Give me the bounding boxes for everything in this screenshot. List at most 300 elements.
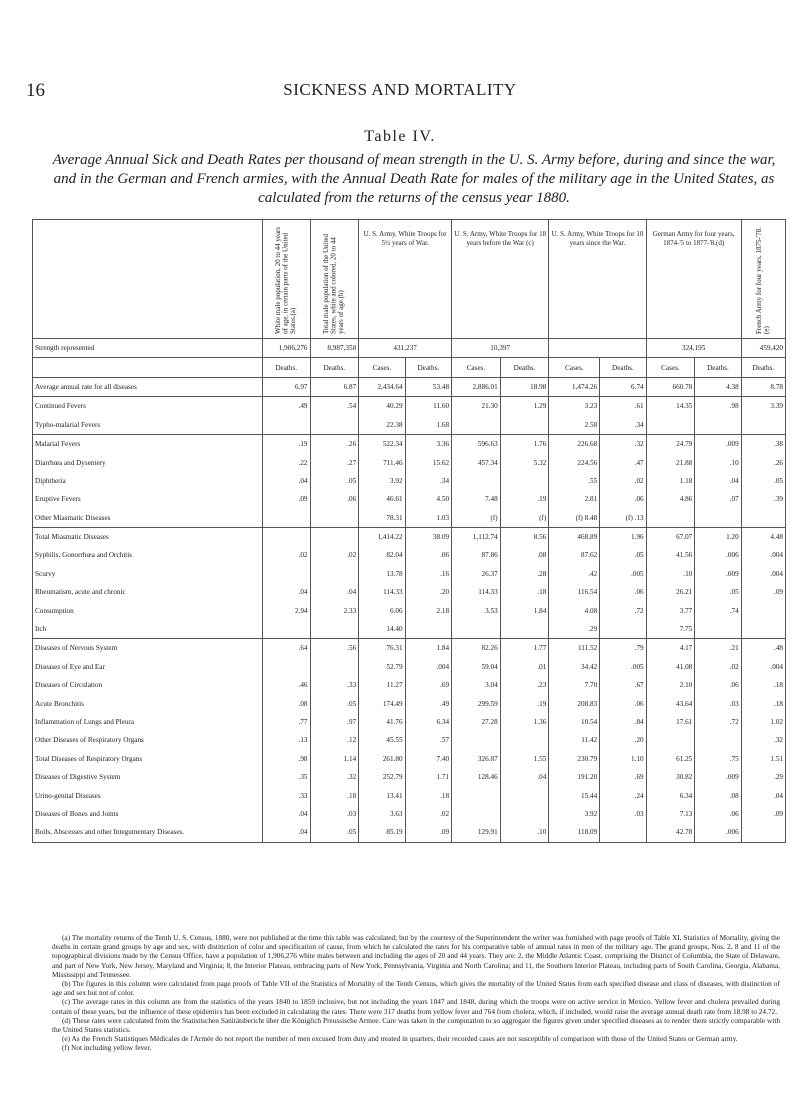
table-row (33, 713, 786, 731)
cell: 1.02 (741, 713, 785, 731)
cell: .16 (405, 565, 451, 583)
cell: .79 (600, 639, 646, 658)
cell: .09 (741, 583, 785, 601)
cell: 67.07 (646, 527, 695, 546)
cell: .02 (310, 546, 359, 564)
cell: .05 (600, 546, 646, 564)
cell: .34 (600, 416, 646, 435)
row-label: Diseases of Nervous System (33, 639, 263, 658)
cell: .10 (695, 453, 741, 471)
cell (549, 339, 646, 358)
cell: 118.09 (549, 823, 600, 842)
cell: 457.34 (452, 453, 501, 471)
cell: .009 (695, 768, 741, 786)
cell: 7.75 (646, 620, 695, 639)
cell: .06 (600, 583, 646, 601)
cell: .34 (405, 472, 451, 490)
cell: 191.20 (549, 768, 600, 786)
cell: .29 (741, 768, 785, 786)
cell (310, 565, 359, 583)
cell: .26 (310, 434, 359, 453)
cell: .04 (741, 786, 785, 804)
cell: 41.56 (646, 546, 695, 564)
row-label: Malarial Fevers (33, 434, 263, 453)
row-label: Acute Bronchitis (33, 694, 263, 712)
cell: 4.86 (646, 490, 695, 508)
cell: .26 (741, 453, 785, 471)
cell: (f) .13 (600, 509, 646, 528)
group-us-army-war: U. S. Army, White Troops for 5½ years of War. (359, 220, 452, 339)
cell: 53.48 (405, 377, 451, 396)
cell (452, 786, 501, 804)
cell: .09 (405, 823, 451, 842)
cell (452, 416, 501, 435)
group-us-army-before-war: U. S. Army, White Troops for 18 years before the War (c) (452, 220, 549, 339)
cell: .04 (262, 583, 310, 601)
cell: 711.46 (359, 453, 405, 471)
row-label: Other Miasmatic Diseases (33, 509, 263, 528)
row-label: Diseases of Bones and Joints (33, 805, 263, 823)
table-row (33, 434, 786, 453)
cell: .54 (310, 397, 359, 416)
cell: .20 (405, 583, 451, 601)
cell: 6.97 (262, 377, 310, 396)
cell: .42 (549, 565, 600, 583)
cell: .13 (262, 731, 310, 749)
cell: 59.04 (452, 658, 501, 676)
cell: 596.63 (452, 434, 501, 453)
cell: .72 (600, 601, 646, 619)
subheader-deaths: Deaths. (310, 358, 359, 377)
row-label: Diseases of Digestive System (33, 768, 263, 786)
cell: 8.78 (741, 377, 785, 396)
cell: 129.91 (452, 823, 501, 842)
row-label: Urino-genital Diseases (33, 786, 263, 804)
row-label: Consumption (33, 601, 263, 619)
cell (500, 805, 549, 823)
cell (310, 416, 359, 435)
cell: 1.71 (405, 768, 451, 786)
cell: 1.18 (646, 472, 695, 490)
cell: 8.56 (500, 527, 549, 546)
cell: 10,397 (452, 339, 549, 358)
cell: .21 (695, 639, 741, 658)
cell: .03 (695, 694, 741, 712)
subheader-deaths: Deaths. (695, 358, 741, 377)
cell: 2.10 (646, 676, 695, 694)
cell: 1,906,276 (262, 339, 310, 358)
cell: 15.62 (405, 453, 451, 471)
cell: .48 (741, 639, 785, 658)
table-row (33, 676, 786, 694)
table-row (33, 397, 786, 416)
cell: 4.50 (405, 490, 451, 508)
cell (600, 620, 646, 639)
cell: 174.49 (359, 694, 405, 712)
cell: .09 (262, 490, 310, 508)
cell: .04 (262, 805, 310, 823)
cell: 3.39 (741, 397, 785, 416)
cell: 324,195 (646, 339, 741, 358)
cell: 1,414.22 (359, 527, 405, 546)
cell: 1.36 (500, 713, 549, 731)
cell: .10 (500, 823, 549, 842)
cell: .01 (500, 658, 549, 676)
table-row (33, 620, 786, 639)
cell: 208.83 (549, 694, 600, 712)
table-row (33, 527, 786, 546)
cell (695, 731, 741, 749)
cell: 41.76 (359, 713, 405, 731)
cell: .006 (695, 546, 741, 564)
cell (500, 472, 549, 490)
subheader-blank (33, 358, 263, 377)
cell: 660.78 (646, 377, 695, 396)
cell: .08 (695, 786, 741, 804)
row-label: Total Miasmatic Diseases (33, 527, 263, 546)
cell: (f) (452, 509, 501, 528)
cell: .64 (262, 639, 310, 658)
cell: .18 (405, 786, 451, 804)
cell: 431,237 (359, 339, 452, 358)
cell (310, 620, 359, 639)
footnote-a: (a) The mortality returns of the Tenth U. S. Census, 1880, were not published at the time this table was calculated; but by the courtesy of the Superintendent the writer was furnished with page proofs of Table XI, Statistics of Mortality, giving the deaths in certain grand groups by age and sex, with distinction of color and specification of cause, from which he calculated the rates for his comparative table of annual rates in men of the military age. The grand groups, Nos. 2, 8 and 11 of the topographical divisions made by the Census Office, have a population of 1,906,276 white males between and including the ages of 20 and 44 years. They are: 2, the Middle Atlantic Coast, comprising the District of Columbia, the State of Delaware, and part of New York, New Jersey, Maryland and Virginia; 8, the Interior Plateau, embracing parts of New York, Pennsylvania, Virginia and North Carolina; and 11, the Southern Interior Plateau, including parts of South Carolina, Georgia, Alabama, Mississippi and Tennessee. (52, 933, 780, 979)
cell: .38 (741, 434, 785, 453)
cell (310, 527, 359, 546)
cell: .47 (600, 453, 646, 471)
cell: 6.87 (310, 377, 359, 396)
cell: 1.03 (405, 509, 451, 528)
cell: .24 (600, 786, 646, 804)
cell: .04 (500, 768, 549, 786)
cell: 22.38 (359, 416, 405, 435)
cell (695, 620, 741, 639)
cell: 6.34 (646, 786, 695, 804)
row-label: Diarrhœa and Dysentery (33, 453, 263, 471)
cell: .18 (741, 676, 785, 694)
cell: 4.08 (549, 601, 600, 619)
cell: .19 (500, 694, 549, 712)
cell: .28 (500, 565, 549, 583)
cell: .02 (600, 472, 646, 490)
cell: 24.79 (646, 434, 695, 453)
cell: 4.38 (695, 377, 741, 396)
cell: .61 (600, 397, 646, 416)
cell: .27 (310, 453, 359, 471)
cell: .67 (600, 676, 646, 694)
cell: .84 (600, 713, 646, 731)
cell: 40.29 (359, 397, 405, 416)
cell: 1.76 (500, 434, 549, 453)
cell: 4.17 (646, 639, 695, 658)
cell (741, 620, 785, 639)
cell: .33 (310, 676, 359, 694)
row-label: Diphtheria (33, 472, 263, 490)
cell: 82.26 (452, 639, 501, 658)
cell (262, 565, 310, 583)
cell (741, 416, 785, 435)
cell: 1.68 (405, 416, 451, 435)
footnote-f: (f) Not including yellow fever. (62, 1043, 152, 1053)
cell: .75 (695, 750, 741, 768)
cell: .03 (310, 805, 359, 823)
cell: 87.86 (452, 546, 501, 564)
cell: 52.79 (359, 658, 405, 676)
cell: .97 (310, 713, 359, 731)
subheader-deaths: Deaths. (262, 358, 310, 377)
table-row (33, 731, 786, 749)
cell: 87.62 (549, 546, 600, 564)
cell: 11.60 (405, 397, 451, 416)
cell: 27.28 (452, 713, 501, 731)
cell: 5.32 (500, 453, 549, 471)
cell: 7.48 (452, 490, 501, 508)
cell: .08 (500, 546, 549, 564)
cell: .004 (741, 546, 785, 564)
cell: 1.10 (600, 750, 646, 768)
footnote-d: (d) These rates were calculated from the Statistischen Sanitätsbericht über die Königlich Preussische Armee. Care was taken in the computation to so aggregate the figures given under specified diseases as to render them strictly comparable with the United States statistics. (52, 1015, 780, 1035)
row-label: Scurvy (33, 565, 263, 583)
cell: .04 (262, 823, 310, 842)
cell: .004 (405, 658, 451, 676)
table-row (33, 472, 786, 490)
cell: 45.55 (359, 731, 405, 749)
cell: 6.06 (359, 601, 405, 619)
cell: .04 (695, 472, 741, 490)
cell (695, 416, 741, 435)
cell: .005 (600, 658, 646, 676)
row-label: Rheumatism, acute and chronic (33, 583, 263, 601)
cell: 7.40 (405, 750, 451, 768)
cell: .05 (310, 823, 359, 842)
cell: .74 (695, 601, 741, 619)
cell: .18 (310, 786, 359, 804)
cell: .07 (695, 490, 741, 508)
cell: 3.53 (452, 601, 501, 619)
cell: 30.82 (646, 768, 695, 786)
cell: .04 (262, 472, 310, 490)
cell: .02 (695, 658, 741, 676)
cell: 1.84 (500, 601, 549, 619)
cell (646, 509, 695, 528)
cell: .32 (741, 731, 785, 749)
table-row (33, 490, 786, 508)
cell: .18 (741, 694, 785, 712)
cell: (f) 8.48 (549, 509, 600, 528)
cell: .23 (500, 676, 549, 694)
table-row (33, 565, 786, 583)
cell: 18.98 (500, 377, 549, 396)
cell: .06 (600, 694, 646, 712)
cell (452, 805, 501, 823)
cell: 42.78 (646, 823, 695, 842)
table-row (33, 805, 786, 823)
cell: 2,434.64 (359, 377, 405, 396)
cell: 41.08 (646, 658, 695, 676)
cell (500, 620, 549, 639)
cell: .05 (741, 472, 785, 490)
subheader-row (33, 358, 786, 377)
cell (452, 620, 501, 639)
cell: 114.33 (452, 583, 501, 601)
running-head: SICKNESS AND MORTALITY (283, 80, 517, 99)
cell: 11.42 (549, 731, 600, 749)
cell (695, 509, 741, 528)
cell (646, 731, 695, 749)
row-label: Boils, Abscesses and other Integumentary Diseases. (33, 823, 263, 842)
cell: .02 (405, 805, 451, 823)
cell: .009 (695, 565, 741, 583)
cell (741, 601, 785, 619)
row-label: Inflammation of Lungs and Pleura (33, 713, 263, 731)
cell: (f) (500, 509, 549, 528)
cell: 15.44 (549, 786, 600, 804)
cell: .69 (600, 768, 646, 786)
subheader-cases: Cases. (359, 358, 405, 377)
col-white-male-population: White male population, 20 to 44 years of age, in certain parts of the United States.(a) (262, 220, 310, 339)
cell: 230.79 (549, 750, 600, 768)
cell: .06 (600, 490, 646, 508)
cell: 261.80 (359, 750, 405, 768)
cell (310, 658, 359, 676)
cell: 61.25 (646, 750, 695, 768)
table-row (33, 750, 786, 768)
table-row (33, 639, 786, 658)
cell (262, 620, 310, 639)
row-label: Average annual rate for all diseases (33, 377, 263, 396)
cell: 43.64 (646, 694, 695, 712)
cell: .04 (310, 583, 359, 601)
cell: 7.70 (549, 676, 600, 694)
cell: 468.89 (549, 527, 600, 546)
row-label: Diseases of Eye and Ear (33, 658, 263, 676)
statistics-table (32, 219, 786, 843)
cell: .35 (262, 768, 310, 786)
footnote-e: (e) As the French Statistiques Médicales de l'Armée do not report the number of men excused from duty and treated in quarters, their recorded cases are not susceptible of comparison with those of the United States or German army. (62, 1034, 738, 1044)
cell: 14.40 (359, 620, 405, 639)
cell: .33 (262, 786, 310, 804)
row-label: Eruptive Fevers (33, 490, 263, 508)
table-row (33, 377, 786, 396)
cell (262, 658, 310, 676)
cell: 3.77 (646, 601, 695, 619)
cell: 38.09 (405, 527, 451, 546)
cell: 2.33 (310, 601, 359, 619)
cell: 3.92 (549, 805, 600, 823)
cell: 1.96 (600, 527, 646, 546)
cell: 128.46 (452, 768, 501, 786)
table-title: Table IV. (364, 128, 436, 145)
cell: .05 (310, 472, 359, 490)
cell: .77 (262, 713, 310, 731)
cell: 3.63 (359, 805, 405, 823)
cell: 6.34 (405, 713, 451, 731)
row-label: Typho-malarial Fevers (33, 416, 263, 435)
cell: 1,112.74 (452, 527, 501, 546)
cell: .20 (600, 731, 646, 749)
cell: .05 (695, 583, 741, 601)
cell (262, 509, 310, 528)
cell: .06 (695, 805, 741, 823)
cell: .56 (310, 639, 359, 658)
cell: .006 (695, 823, 741, 842)
cell: .22 (262, 453, 310, 471)
cell: .72 (695, 713, 741, 731)
row-label: Syphilis, Gonorrhœa and Orchitis (33, 546, 263, 564)
cell: .02 (262, 546, 310, 564)
group-german-army: German Army for four years, 1874-'5 to 1877-'8.(d) (646, 220, 741, 339)
cell: .49 (405, 694, 451, 712)
cell (500, 786, 549, 804)
col-total-male-population: Total male population of the United States, white and colored, 20 to 44 years of age.(b) (310, 220, 359, 339)
cell (452, 731, 501, 749)
cell: 299.59 (452, 694, 501, 712)
table-row (33, 694, 786, 712)
cell: 226.68 (549, 434, 600, 453)
cell: 21.30 (452, 397, 501, 416)
cell: .69 (405, 676, 451, 694)
cell: 116.54 (549, 583, 600, 601)
cell: .06 (310, 490, 359, 508)
cell: 1.20 (695, 527, 741, 546)
table-row (33, 583, 786, 601)
cell: .46 (262, 676, 310, 694)
subheader-cases: Cases. (452, 358, 501, 377)
cell: 2,886.01 (452, 377, 501, 396)
cell (500, 416, 549, 435)
cell: .98 (695, 397, 741, 416)
cell: .08 (262, 694, 310, 712)
subheader-deaths: Deaths. (600, 358, 646, 377)
cell: .18 (500, 583, 549, 601)
cell: 11.27 (359, 676, 405, 694)
cell: 85.19 (359, 823, 405, 842)
header-blank-cell (33, 220, 263, 339)
cell: .004 (741, 565, 785, 583)
cell: 2.58 (549, 416, 600, 435)
subheader-deaths: Deaths. (405, 358, 451, 377)
row-label: Diseases of Circulation (33, 676, 263, 694)
row-label: Other Diseases of Respiratory Organs (33, 731, 263, 749)
group-us-army-since-war: U. S. Army, White Troops for 10 years since the War. (549, 220, 646, 339)
cell: 10.54 (549, 713, 600, 731)
table-row (33, 658, 786, 676)
cell: 46.61 (359, 490, 405, 508)
cell: 14.35 (646, 397, 695, 416)
table-row (33, 786, 786, 804)
cell: .98 (262, 750, 310, 768)
col-french-army: French Army for four years, 1875-'78.(e) (741, 220, 785, 339)
table-row (33, 768, 786, 786)
cell: 1.14 (310, 750, 359, 768)
cell: 114.33 (359, 583, 405, 601)
cell: .06 (695, 676, 741, 694)
cell: 8,987,358 (310, 339, 359, 358)
table-row (33, 416, 786, 435)
cell (600, 823, 646, 842)
cell: 1.51 (741, 750, 785, 768)
cell: .009 (695, 434, 741, 453)
cell: 3.23 (549, 397, 600, 416)
cell: .06 (405, 546, 451, 564)
cell: 13.78 (359, 565, 405, 583)
table-row (33, 601, 786, 619)
cell: .32 (310, 768, 359, 786)
cell: .39 (741, 490, 785, 508)
cell: 1.84 (405, 639, 451, 658)
cell: 3.04 (452, 676, 501, 694)
table-row (33, 509, 786, 528)
